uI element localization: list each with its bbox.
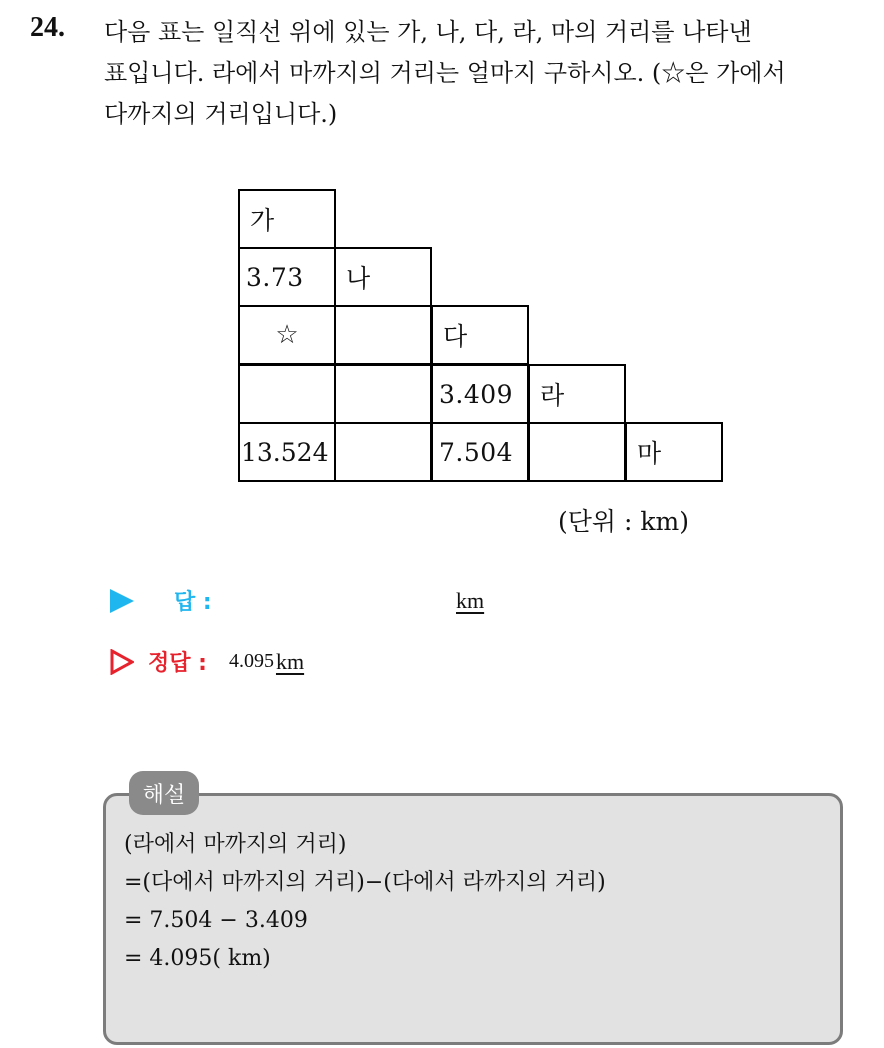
cell-ga-ra [238,364,336,424]
cell-ga-da: ☆ [238,305,336,365]
cell-da-ra: 3.409 [431,364,529,424]
cell-na-ma [334,422,432,482]
filled-triangle-icon [110,589,134,613]
explanation-tab: 해설 [129,771,199,815]
answer-label: 답 : [174,590,212,615]
explanation-line: =(다에서 마까지의 거리)−(다에서 라까지의 거리) [124,870,606,895]
cell-ma: 마 [625,422,723,482]
cell-ga-na: 3.73 [238,247,336,307]
question-text [104,12,864,135]
question-line: 다까지의 거리입니다.) [104,100,338,128]
correct-answer-unit: km [275,648,305,674]
explanation-text [124,826,606,978]
question-number: 24. [30,12,65,43]
explanation-line: = 4.095( km) [124,946,271,971]
answer-row [110,585,212,616]
unit-note: (단위 : km) [558,507,689,536]
cell-na: 나 [334,247,432,307]
outline-triangle-icon [110,649,134,675]
explanation-line: (라에서 마까지의 거리) [124,832,347,857]
answer-unit: km [456,588,485,613]
cell-da-ma: 7.504 [431,422,529,482]
correct-answer-row [110,646,304,677]
correct-answer-value: 4.095 [228,650,274,672]
question-line: 다음 표는 일직선 위에 있는 가, 나, 다, 라, 마의 거리를 나타낸 [104,18,752,46]
cell-ga-ma: 13.524 [238,422,336,482]
explanation-line: = 7.504 − 3.409 [124,908,308,933]
correct-answer-label: 정답 : [148,651,207,676]
cell-ga: 가 [238,189,336,249]
question-line: 표입니다. 라에서 마까지의 거리는 얼마지 구하시오. (☆은 가에서 [104,59,786,87]
cell-na-ra [334,364,432,424]
cell-ra: 라 [528,364,626,424]
cell-na-da [334,305,432,365]
cell-ra-ma [528,422,626,482]
cell-da: 다 [431,305,529,365]
